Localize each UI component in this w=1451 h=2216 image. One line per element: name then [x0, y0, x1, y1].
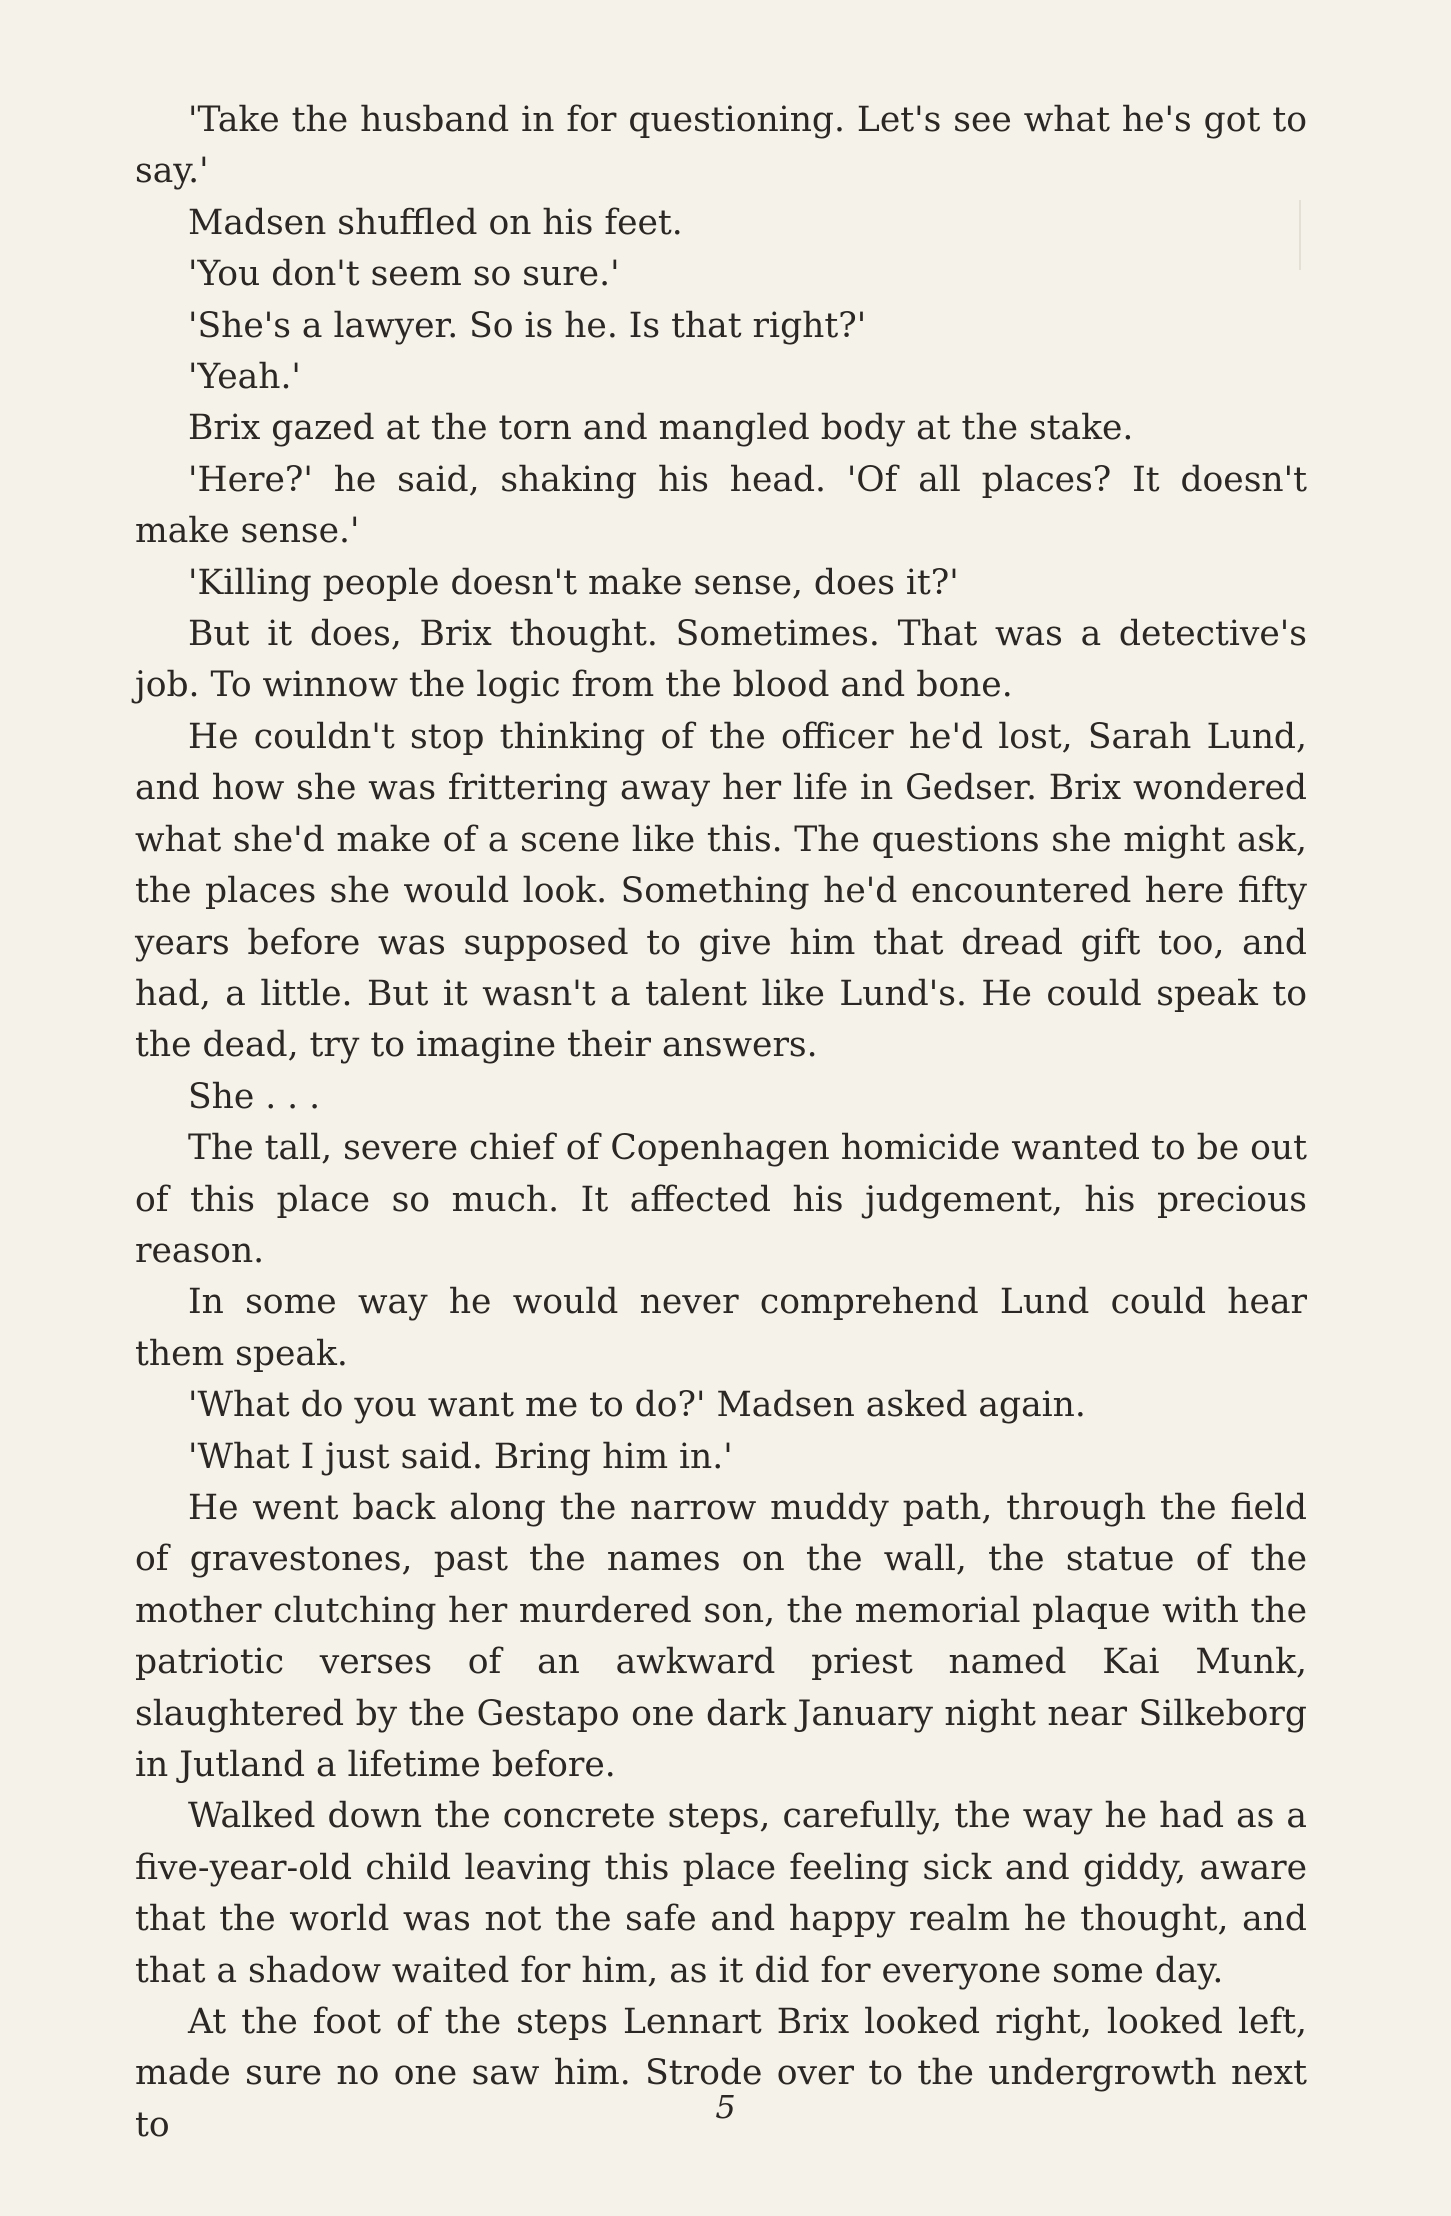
paragraph: 'Killing people doesn't make sense, does it?' [188, 562, 959, 603]
paragraph: She . . . [188, 1076, 321, 1117]
paragraph: 'Take the husband in for questioning. Let's see what he's got to say.' [135, 100, 1307, 192]
body-text [135, 95, 1307, 2151]
paragraph: At the foot of the steps Lennart Brix looked right, looked left, made sure no one saw him. Strode over to the undergrowth next to [135, 2002, 1307, 2145]
page-number: 5 [715, 2088, 736, 2126]
paragraph: Madsen shuffled on his feet. [188, 202, 683, 243]
paragraph: In some way he would never comprehend Lund could hear them speak. [135, 1282, 1307, 1374]
paragraph: He couldn't stop thinking of the officer he'd lost, Sarah Lund, and how she was frittering away her life in Gedser. Brix wondered what she'd make of a scene like this. The questions she might ask, the places she would look. Something he'd encountered here fifty years before was supposed to give him that dread gift too, and had, a little. But it wasn't a talent like Lund's. He could speak to the dead, try to imagine their answers. [135, 716, 1307, 1066]
paragraph: He went back along the narrow muddy path, through the field of gravestones, past the names on the wall, the statue of the mother clutching her murdered son, the memorial plaque with the patriotic verses of an awkward priest named Kai Munk, slaughtered by the Gestapo one dark January night near Silkeborg in Jutland a lifetime before. [135, 1487, 1307, 1785]
paragraph: But it does, Brix thought. Sometimes. That was a detective's job. To winnow the logic from the blood and bone. [135, 614, 1307, 706]
paragraph: Walked down the concrete steps, carefully, the way he had as a five-year-old child leaving this place feeling sick and giddy, aware that the world was not the safe and happy realm he thought, and that a shadow waited for him, as it did for everyone some day. [135, 1796, 1307, 1991]
paragraph: 'What I just said. Bring him in.' [188, 1436, 733, 1477]
paragraph: Brix gazed at the torn and mangled body at the stake. [188, 408, 1134, 449]
paragraph: 'She's a lawyer. So is he. Is that right?' [188, 305, 867, 346]
paragraph: 'What do you want me to do?' Madsen asked again. [188, 1385, 1086, 1426]
paragraph: 'Here?' he said, shaking his head. 'Of all places? It doesn't make sense.' [135, 459, 1307, 552]
paragraph: 'Yeah.' [188, 357, 301, 398]
paragraph: The tall, severe chief of Copenhagen homicide wanted to be out of this place so much. It affected his judgement, his precious reason. [135, 1128, 1307, 1271]
paragraph: 'You don't seem so sure.' [188, 254, 620, 295]
